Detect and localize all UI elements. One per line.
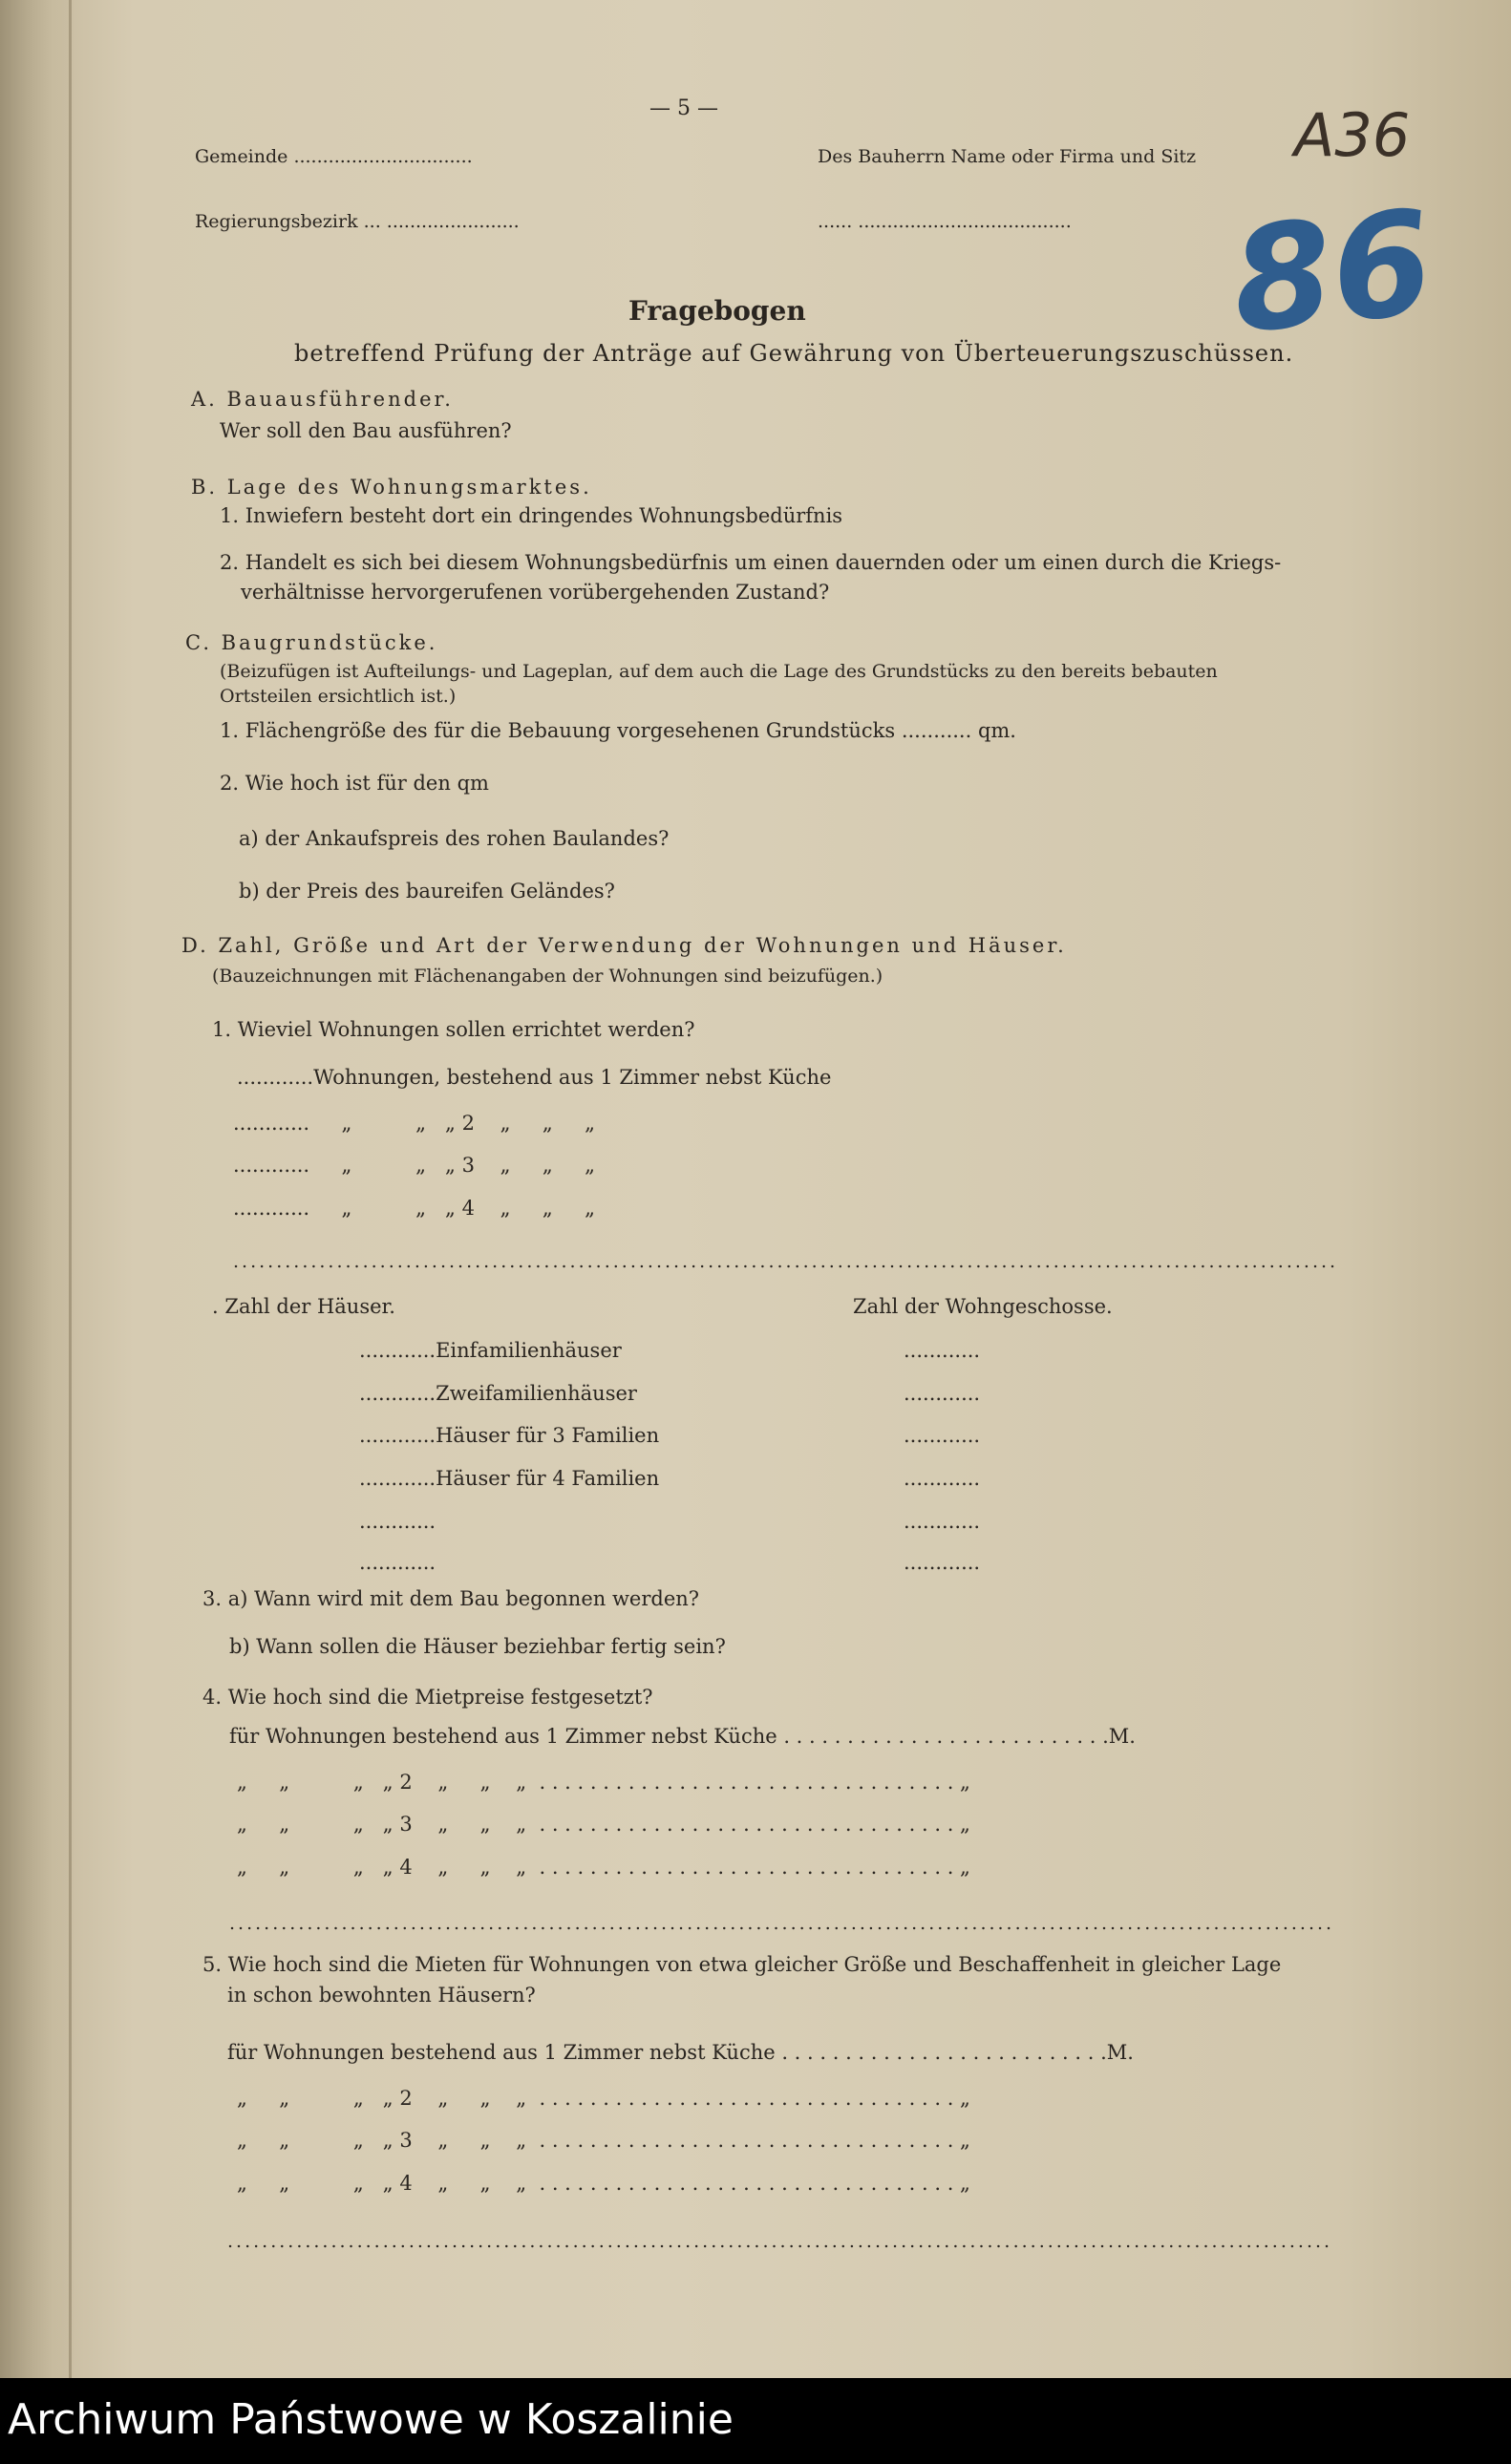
section-d-q3a: 3. a) Wann wird mit dem Bau begonnen werden? <box>202 1587 700 1610</box>
section-b-heading: B. Lage des Wohnungsmarktes. <box>191 476 592 499</box>
handwritten-mark-a36: A36 <box>1294 100 1411 170</box>
section-b-q2-line2: verhältnisse hervorgerufenen vorübergehenden Zustand? <box>241 581 830 604</box>
bauherr-field-label: Des Bauherrn Name oder Firma und Sitz <box>818 146 1197 167</box>
archive-footer <box>0 2378 1511 2464</box>
haeuser-label: . Zahl der Häuser. <box>212 1295 395 1318</box>
section-c-q2: 2. Wie hoch ist für den qm <box>220 772 489 795</box>
mietpreise-long-line: ................................................................................................................................ <box>229 1913 1335 1934</box>
mieten-row-3: „ „ „ „ 3 „ „ „ . . . . . . . . . . . . . . . . . . . . . . . . . . . . . . . . . „ <box>237 2129 970 2152</box>
section-b-q2-line1: 2. Handelt es sich bei diesem Wohnungsbedürfnis um einen dauernden oder um einen durch die Kriegs- <box>220 551 1282 574</box>
form-subtitle: betreffend Prüfung der Anträge auf Gewährung von Überteuerungszuschüssen. <box>294 340 1294 367</box>
bauherr-field-line: ...... ..................................... <box>818 211 1072 232</box>
section-b-q1: 1. Inwiefern besteht dort ein dringendes Wohnungsbedürfnis <box>220 504 843 527</box>
geschosse-row-3: ............ <box>904 1424 981 1447</box>
section-c-q2a: a) der Ankaufspreis des rohen Baulandes? <box>239 827 670 850</box>
mieten-row-2: „ „ „ „ 2 „ „ „ . . . . . . . . . . . . . . . . . . . . . . . . . . . . . . . . . „ <box>237 2087 970 2110</box>
form-title: Fragebogen <box>628 295 806 327</box>
section-d-q3b: b) Wann sollen die Häuser beziehbar fertig sein? <box>229 1635 726 1658</box>
mietpreise-row-2: „ „ „ „ 2 „ „ „ . . . . . . . . . . . . . . . . . . . . . . . . . . . . . . . . . „ <box>237 1771 970 1794</box>
section-a-question: Wer soll den Bau ausführen? <box>220 419 512 442</box>
section-d-q5-line1: 5. Wie hoch sind die Mieten für Wohnungen von etwa gleicher Größe und Beschaffenheit in gleicher Lage <box>202 1953 1282 1976</box>
section-c-heading: C. Baugrundstücke. <box>185 631 438 654</box>
geschosse-row-2: ............ <box>904 1382 981 1405</box>
section-c-note-line1: (Beizufügen ist Aufteilungs- und Lageplan, auf dem auch die Lage des Grundstücks zu den bereits bebauten <box>220 661 1218 682</box>
mieten-long-line: ................................................................................................................................ <box>227 2231 1333 2252</box>
geschosse-row-4: ............ <box>904 1467 981 1490</box>
haeuser-row-5: ............ <box>359 1510 436 1533</box>
section-c-q1: 1. Flächengröße des für die Bebauung vorgesehenen Grundstücks ........... qm. <box>220 719 1016 742</box>
section-c-note-line2: Ortsteilen ersichtlich ist.) <box>220 686 457 707</box>
wohnungen-row-1: ............Wohnungen, bestehend aus 1 Zimmer nebst Küche <box>237 1066 832 1089</box>
mietpreise-row-1: für Wohnungen bestehend aus 1 Zimmer nebst Küche . . . . . . . . . . . . . . . . . . . . . . . . . .M. <box>229 1725 1136 1748</box>
section-d-q1: 1. Wieviel Wohnungen sollen errichtet werden? <box>212 1018 695 1041</box>
spine-fold <box>69 0 72 2378</box>
haeuser-row-4: ............Häuser für 4 Familien <box>359 1467 660 1490</box>
section-d-q5-line2: in schon bewohnten Häusern? <box>227 1984 536 2007</box>
section-d-long-line: ................................................................................................................................ <box>233 1251 1339 1272</box>
book-spine <box>0 0 76 2378</box>
geschosse-row-5: ............ <box>904 1510 981 1533</box>
mietpreise-row-4: „ „ „ „ 4 „ „ „ . . . . . . . . . . . . . . . . . . . . . . . . . . . . . . . . . „ <box>237 1856 970 1879</box>
wohnungen-row-3: ............ „ „ „ 3 „ „ „ <box>233 1154 596 1177</box>
archive-name: Archiwum Państwowe w Koszalinie <box>8 2395 734 2444</box>
haeuser-row-6: ............ <box>359 1551 436 1574</box>
regierungsbezirk-field: Regierungsbezirk ... ....................... <box>195 211 520 232</box>
mietpreise-row-3: „ „ „ „ 3 „ „ „ . . . . . . . . . . . . . . . . . . . . . . . . . . . . . . . . . „ <box>237 1813 970 1836</box>
geschosse-label: Zahl der Wohngeschosse. <box>853 1295 1113 1318</box>
handwritten-mark-86: 86 <box>1224 180 1440 367</box>
mieten-row-1: für Wohnungen bestehend aus 1 Zimmer nebst Küche . . . . . . . . . . . . . . . . . . . . . . . . . .M. <box>227 2041 1134 2064</box>
page-number: — 5 — <box>649 96 718 120</box>
section-d-note: (Bauzeichnungen mit Flächenangaben der Wohnungen sind beizufügen.) <box>212 966 883 987</box>
gemeinde-field: Gemeinde ............................... <box>195 146 473 167</box>
haeuser-row-2: ............Zweifamilienhäuser <box>359 1382 637 1405</box>
haeuser-row-3: ............Häuser für 3 Familien <box>359 1424 660 1447</box>
wohnungen-row-2: ............ „ „ „ 2 „ „ „ <box>233 1112 596 1135</box>
haeuser-row-1: ............Einfamilienhäuser <box>359 1339 622 1362</box>
section-d-q4: 4. Wie hoch sind die Mietpreise festgesetzt? <box>202 1686 653 1709</box>
section-d-heading: D. Zahl, Größe und Art der Verwendung der Wohnungen und Häuser. <box>181 934 1067 957</box>
section-a-heading: A. Bauausführender. <box>191 388 454 411</box>
section-c-q2b: b) der Preis des baureifen Geländes? <box>239 880 615 903</box>
mieten-row-4: „ „ „ „ 4 „ „ „ . . . . . . . . . . . . . . . . . . . . . . . . . . . . . . . . . „ <box>237 2172 970 2195</box>
wohnungen-row-4: ............ „ „ „ 4 „ „ „ <box>233 1197 596 1220</box>
geschosse-row-1: ............ <box>904 1339 981 1362</box>
geschosse-row-6: ............ <box>904 1551 981 1574</box>
